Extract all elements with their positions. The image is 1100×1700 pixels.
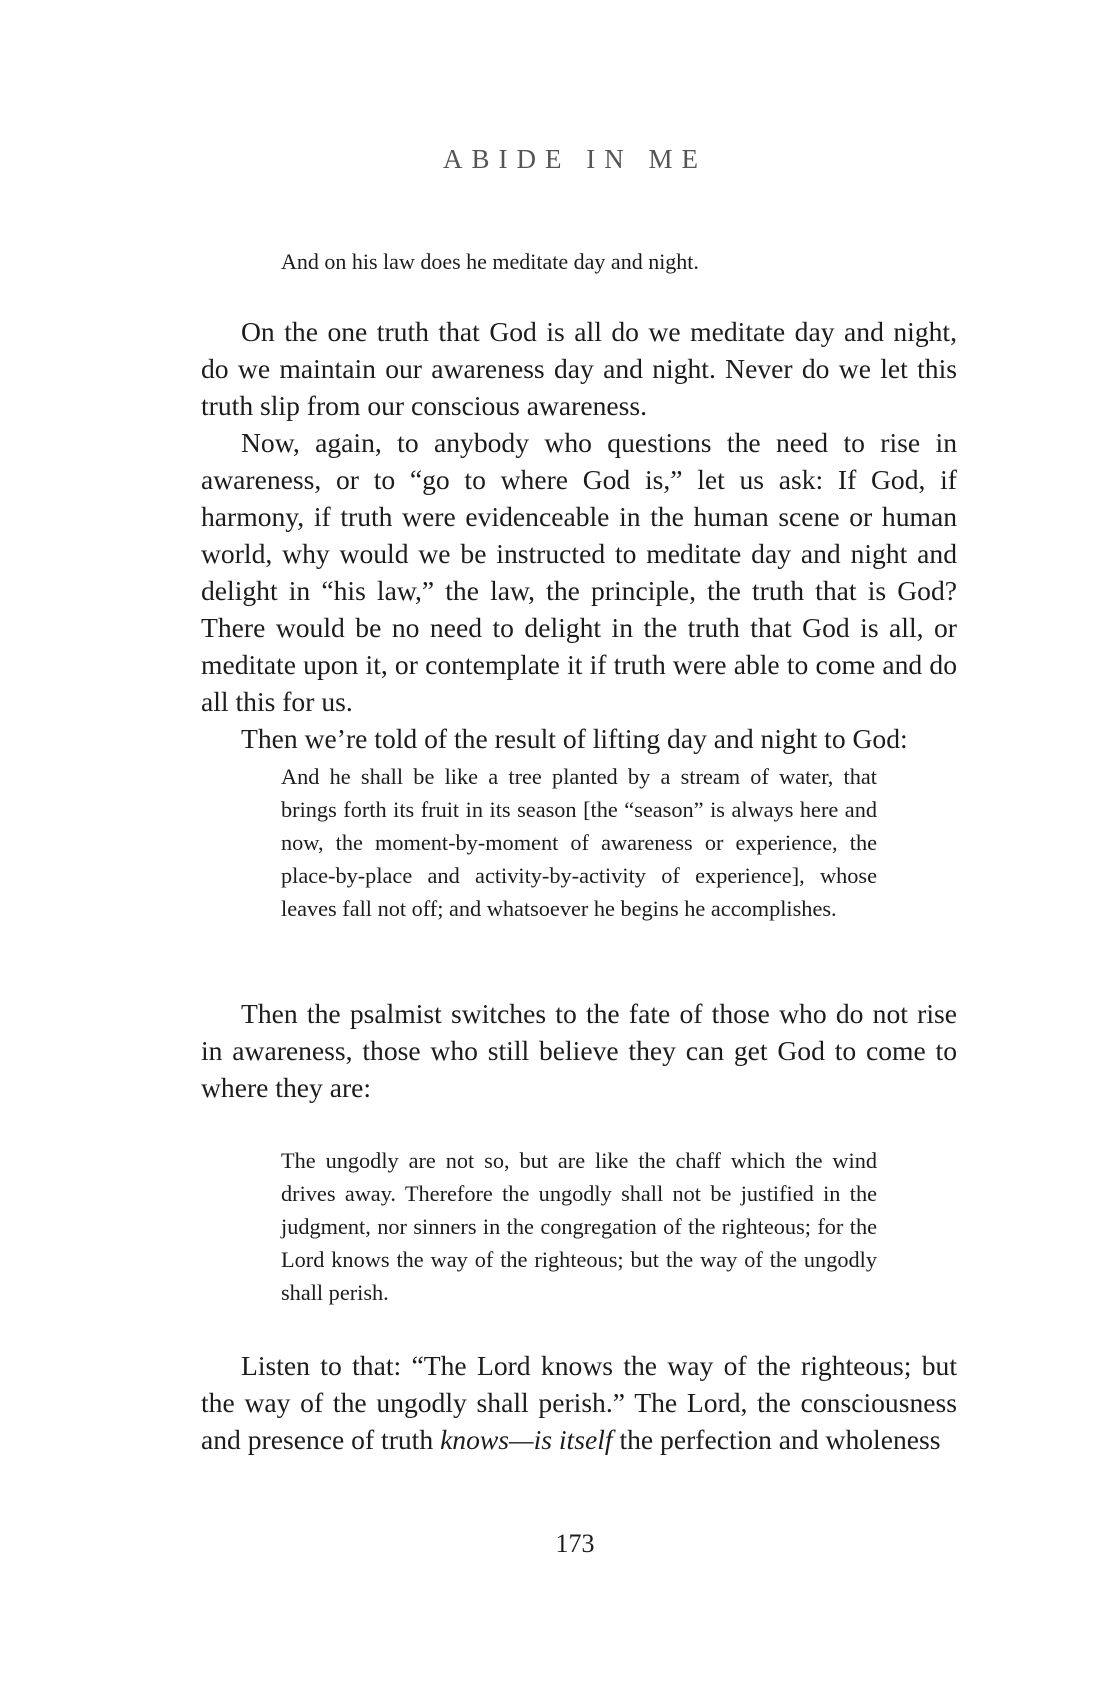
body-block-2 <box>201 995 957 1106</box>
paragraph-5-end: the perfection and wholeness <box>612 1424 941 1455</box>
page-number: 173 <box>555 1529 595 1558</box>
body-block-1 <box>201 313 957 757</box>
paragraph-3: Then we’re told of the result of lifting day and night to God: <box>241 723 908 754</box>
paragraph-5 <box>201 1347 957 1458</box>
paragraph-1: On the one truth that God is all do we meditate day and night, do we maintain our awareness day and night. Never do we let this truth slip from our conscious awareness. <box>201 316 957 421</box>
paragraph-5-start: Listen to that: “The Lord knows the way of the righteous; but the way of the ungodly shall perish.” The Lord, the consciousness and presence of truth <box>201 1350 957 1455</box>
paragraph-2: Now, again, to anybody who questions the need to rise in awareness, or to “go to where God is,” let us ask: If God, if harmony, if truth were evidenceable in the human scene or human world, why would we be instructed to meditate day and night and delight in “his law,” the law, the principle, the truth that is God? There would be no need to delight in the truth that God is all, or meditate upon it, or contemplate it if truth were able to come and do all this for us. <box>201 427 957 717</box>
epigraph-verse: And on his law does he meditate day and night. <box>281 249 699 274</box>
body-block-3 <box>201 1347 957 1458</box>
running-head: ABIDE IN ME <box>443 144 707 174</box>
block-quote-2: The ungodly are not so, but are like the chaff which the wind drives away. Therefore the ungodly shall not be justified in the judgment, nor sinners in the congregation of the righteous; for the Lord knows the way of the righteous; but the way of the ungodly shall perish. <box>281 1148 877 1305</box>
block-quote-1: And he shall be like a tree planted by a stream of water, that brings forth its fruit in its season [the “season” is always here and now, the moment-by-moment of awareness or experience, the place-by-place and activity-by-activity of experience], whose leaves fall not off; and whatsoever he begins he accomplishes. <box>281 764 877 921</box>
paragraph-5-italic: knows—is itself <box>440 1424 613 1455</box>
paragraph-4: Then the psalmist switches to the fate of those who do not rise in awareness, those who still believe they can get God to come to where they are: <box>201 998 957 1103</box>
